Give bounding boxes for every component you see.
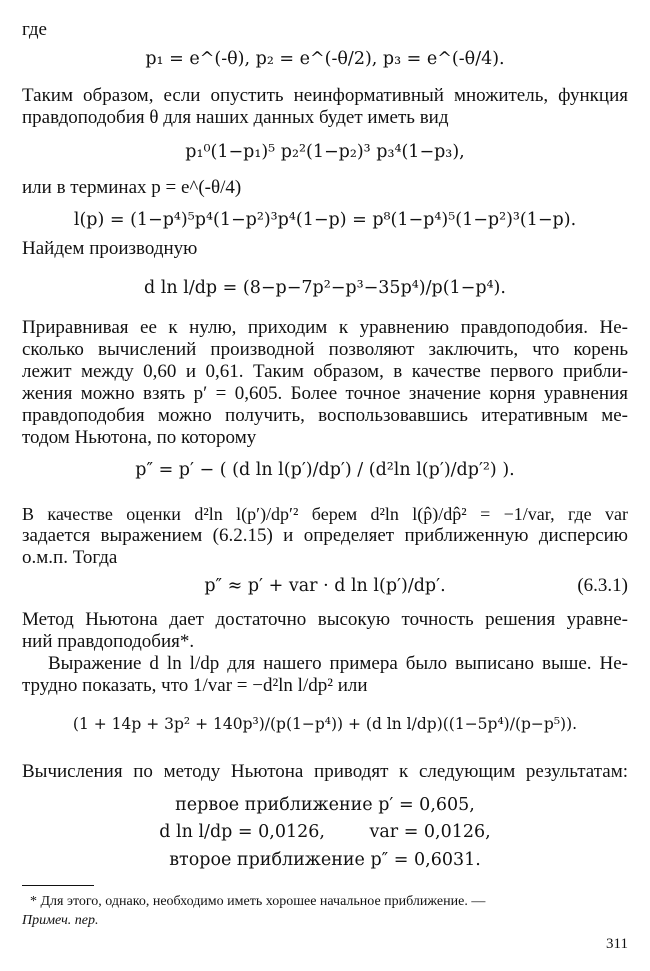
text-line: В качестве оценки d²ln l(p′)/dp′² берем d²ln l(p̂)/dp̂² = −1/var, где var — [22, 504, 628, 524]
text-line: правдоподобия можно получить, воспользовавшись итеративным ме- — [22, 405, 628, 426]
text-line: правдоподобия θ для наших данных будет иметь вид — [22, 107, 449, 128]
equation-likelihood: p₁⁰(1−p₁)⁵ p₂²(1−p₂)³ p₃⁴(1−p₃), — [185, 142, 465, 162]
result-derivative-var: d ln l/dp = 0,0126, var = 0,0126, — [159, 822, 491, 842]
text-line: жения можно взять p′ = 0,605. Более точное значение корня уравнения — [22, 383, 628, 404]
text-line: тодом Ньютона, по которому — [22, 427, 257, 448]
text-line: сколько вычислений производной позволяют заключить, что корень — [22, 339, 628, 360]
text-line: Таким образом, если опустить неинформативный множитель, функция — [22, 85, 628, 106]
result-second-approx: второе приближение p″ = 0,6031. — [169, 850, 481, 870]
text-line: Метод Ньютона дает достаточно высокую точность решения уравне- — [22, 609, 628, 630]
footnote-rule — [22, 885, 94, 886]
text-line: ний правдоподобия*. — [22, 631, 195, 652]
text-line: задается выражением (6.2.15) и определяет приближенную дисперсию — [22, 525, 628, 546]
equation-derivative: d ln l/dp = (8−p−7p²−p³−35p⁴)/p(1−p⁴). — [144, 278, 506, 298]
text-line: Найдем производную — [22, 238, 198, 259]
result-first-approx: первое приближение p′ = 0,605, — [175, 795, 475, 815]
equation-probabilities: p₁ = e^(-θ), p₂ = e^(-θ/2), p₃ = e^(-θ/4). — [145, 49, 505, 69]
text-line: трудно показать, что 1/var = −d²ln l/dp² или — [22, 675, 368, 696]
equation-lp: l(p) = (1−p⁴)⁵p⁴(1−p²)³p⁴(1−p) = p⁸(1−p⁴)⁵(1−p²)³(1−p). — [73, 210, 577, 230]
footnote-note: Примеч. пер. — [22, 913, 99, 928]
text-line: Приравнивая ее к нулю, приходим к уравнению правдоподобия. Не- — [22, 317, 628, 338]
text-line: лежит между 0,60 и 0,61. Таким образом, в качестве первого прибли- — [22, 361, 628, 382]
text-line: о.м.п. Тогда — [22, 547, 118, 568]
page-number: 311 — [606, 936, 628, 952]
equation-number: (6.3.1) — [577, 575, 628, 596]
equation-6-3-1: p″ ≈ p′ + var · d ln l(p′)/dp′. — [204, 576, 446, 596]
footnote-text: * Для этого, однако, необходимо иметь хорошее начальное приближение. — — [30, 894, 486, 909]
text-line: Выражение d ln l/dp для нашего примера было выписано выше. Не- — [48, 653, 628, 674]
equation-newton: p″ = p′ − ( (d ln l(p′)/dp′) / (d²ln l(p′)/dp′²) ). — [135, 460, 515, 480]
text-line: где — [22, 19, 47, 40]
text-line: Вычисления по методу Ньютона приводят к следующим результатам: — [22, 761, 628, 782]
text-line: или в терминах p = e^(-θ/4) — [22, 177, 242, 198]
equation-variance: (1 + 14p + 3p² + 140p³)/(p(1−p⁴)) + (d ln l/dp)((1−5p⁴)/(p−p⁵)). — [72, 715, 578, 733]
